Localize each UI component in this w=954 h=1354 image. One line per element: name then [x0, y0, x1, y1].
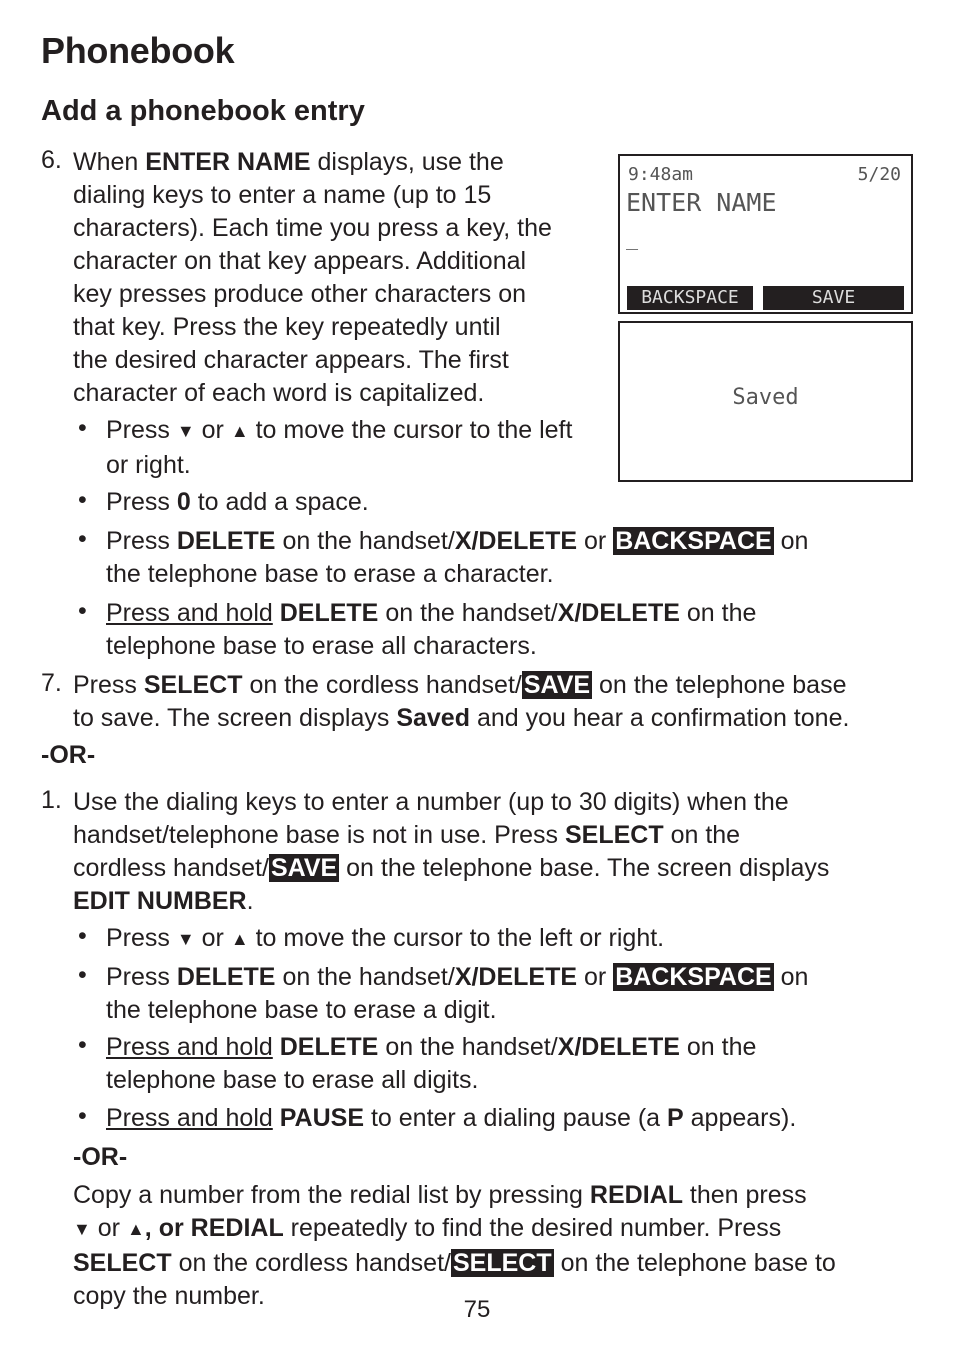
bullet-erase-all-digits: Press and hold DELETE on the handset/X/DELETE on the telephone base to erase all digits.: [106, 1033, 757, 1094]
step-number: 6.: [41, 146, 62, 174]
step-1-text: Use the dialing keys to enter a number (up to 30 digits) when the handset/telephone base is not in use. Press SELECT on the cordless handset/SAVE on the telephone base. The screen displays EDIT NUMBER.: [73, 788, 830, 915]
bullet-dot: •: [78, 1031, 87, 1059]
down-arrow-icon: ▼: [73, 1219, 91, 1239]
softkey-backspace: BACKSPACE: [627, 286, 753, 310]
bullet-dot: •: [78, 1102, 87, 1130]
backspace-key-label: BACKSPACE: [615, 963, 772, 991]
bullet-erase-digit: Press DELETE on the handset/X/DELETE or BACKSPACE on the telephone base to erase a digit.: [106, 963, 809, 1024]
bullet-dot: •: [78, 961, 87, 989]
step-7-text: Press SELECT on the cordless handset/SAVE on the telephone base to save. The screen displays Saved and you hear a confirmation tone.: [73, 671, 850, 732]
down-arrow-icon: ▼: [176, 929, 195, 949]
bullet-move-cursor: Press ▼ or ▲ to move the cursor to the left or right.: [106, 416, 573, 479]
lcd-time: 9:48am: [628, 164, 694, 185]
step-number: 1.: [41, 786, 62, 814]
bullet-dot: •: [78, 922, 87, 950]
lcd-cursor: _: [626, 226, 639, 250]
lcd-saved-screen: [618, 321, 913, 482]
bullet-dot: •: [78, 414, 87, 442]
up-arrow-icon: ▲: [126, 1219, 145, 1239]
save-key-label: SAVE: [523, 671, 591, 699]
up-arrow-icon: ▲: [230, 421, 249, 441]
or-separator: -OR-: [41, 741, 96, 769]
bullet-add-space: Press 0 to add a space.: [106, 488, 369, 516]
softkey-save: SAVE: [763, 286, 904, 310]
or-separator: -OR-: [73, 1143, 128, 1171]
bullet-move-cursor: Press ▼ or ▲ to move the cursor to the left or right.: [106, 922, 664, 957]
section-title: Add a phonebook entry: [41, 95, 365, 127]
lcd-enter-name-screen: [618, 154, 913, 314]
copy-from-redial-text: Copy a number from the redial list by pressing REDIAL then press ▼ or ▲, or REDIAL repeatedly to find the desired number. Press SELECT on the cordless handset/SELECT on the telephone base to copy the number.: [73, 1181, 836, 1310]
page-title: Phonebook: [41, 30, 235, 71]
page-number: 75: [463, 1296, 491, 1323]
bullet-dialing-pause: Press and hold PAUSE to enter a dialing pause (a P appears).: [106, 1104, 797, 1132]
lcd-count: 5/20: [857, 164, 901, 185]
down-arrow-icon: ▼: [176, 421, 195, 441]
backspace-key-label: BACKSPACE: [615, 527, 772, 555]
bullet-dot: •: [78, 525, 87, 553]
lcd-prompt: ENTER NAME: [626, 188, 777, 217]
bullet-erase-all-characters: Press and hold DELETE on the handset/X/DELETE on the telephone base to erase all characters.: [106, 599, 757, 660]
select-key-label: SELECT: [452, 1249, 552, 1277]
up-arrow-icon: ▲: [230, 929, 249, 949]
bullet-erase-character: Press DELETE on the handset/X/DELETE or BACKSPACE on the telephone base to erase a character.: [106, 527, 809, 588]
save-key-label: SAVE: [270, 854, 338, 882]
step-6-text: When ENTER NAME displays, use the dialing keys to enter a name (up to 15 characters). Each time you press a key, the character on that key appears. Additional key presses produce other characters on that key. Press the key repeatedly until the desired character appears. The first character of each word is capitalized.: [73, 148, 552, 407]
step-number: 7.: [41, 669, 62, 697]
bullet-dot: •: [78, 597, 87, 625]
bullet-dot: •: [78, 486, 87, 514]
lcd-saved-message: Saved: [732, 385, 799, 410]
